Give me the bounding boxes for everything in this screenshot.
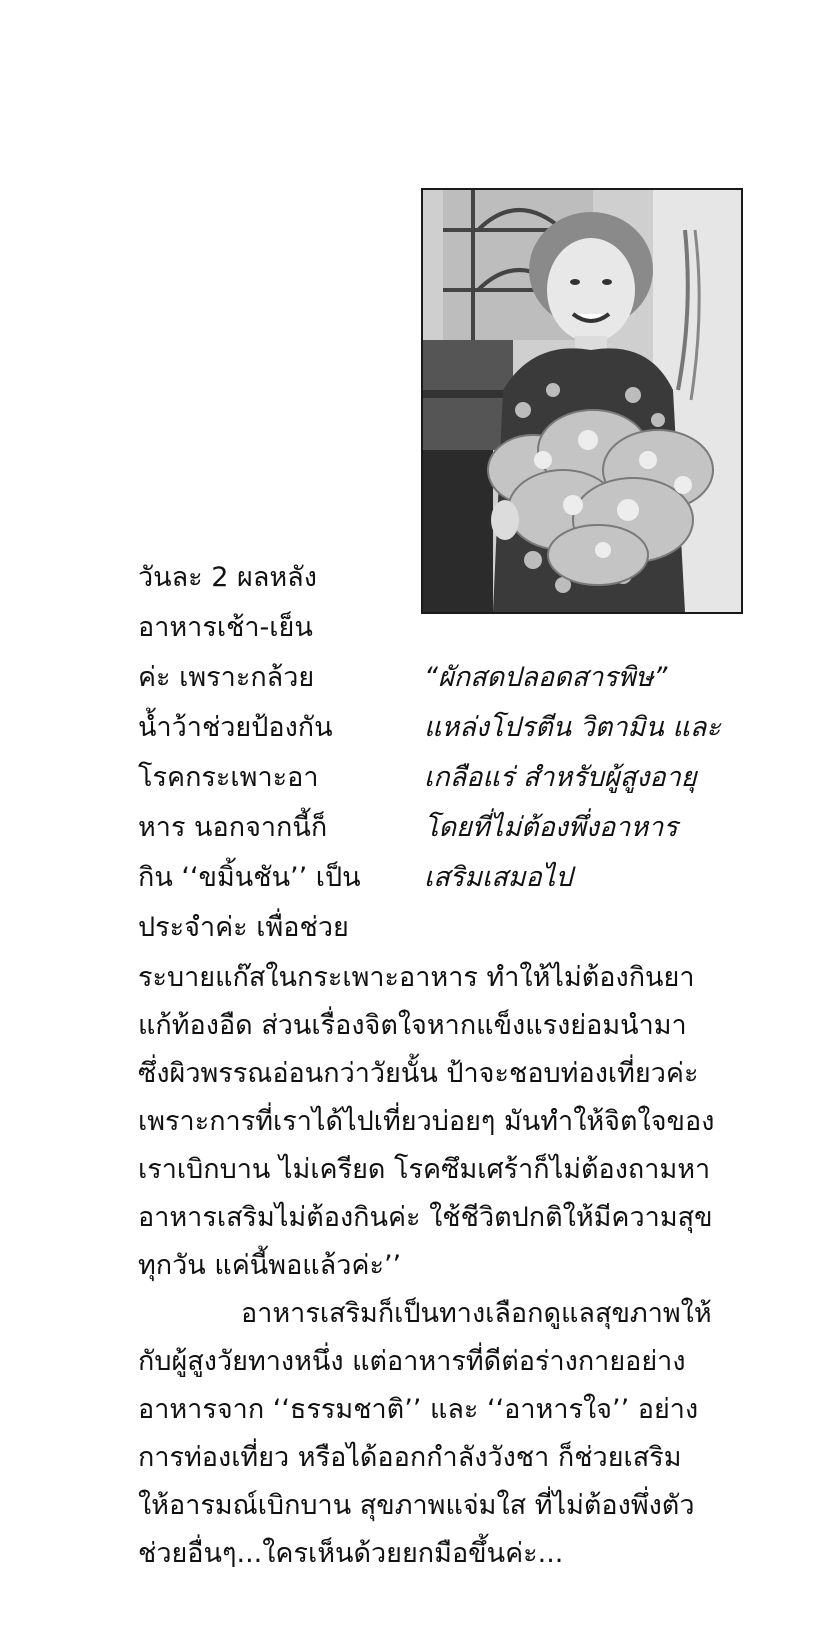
body-line: เพราะการที่เราได้ไปเที่ยวบ่อยๆ มันทำให้จิตใจของ xyxy=(138,1106,715,1137)
caption-line: โดยที่ไม่ต้องพึ่งอาหาร xyxy=(424,812,678,843)
body-line: อาหารจาก ‘‘ธรรมชาติ’’ และ ‘‘อาหารใจ’’ อย่าง xyxy=(138,1394,699,1425)
left-line: ประจำค่ะ เพื่อช่วย xyxy=(138,912,349,943)
photo-elderly-woman-with-vegetables xyxy=(421,188,743,614)
body-line: ช่วยอื่นๆ...ใครเห็นด้วยยกมือขึ้นค่ะ... xyxy=(138,1538,564,1569)
body-line: ให้อารมณ์เบิกบาน สุขภาพแจ่มใส ที่ไม่ต้องพึ่งตัว xyxy=(138,1490,695,1521)
body-line: อาหารเสริมไม่ต้องกินค่ะ ใช้ชีวิตปกติให้มีความสุข xyxy=(138,1202,713,1233)
body-line: การท่องเที่ยว หรือได้ออกกำลังวังชา ก็ช่วยเสริม xyxy=(138,1442,682,1473)
body-line: ซึ่งผิวพรรณอ่อนกว่าวัยนั้น ป้าจะชอบท่องเที่ยวค่ะ xyxy=(138,1058,699,1089)
left-line: วันละ 2 ผลหลัง xyxy=(138,562,317,593)
body-line: เราเบิกบาน ไม่เครียด โรคซึมเศร้าก็ไม่ต้องถามหา xyxy=(138,1154,711,1185)
photo-illustration xyxy=(423,190,741,612)
caption-line: แหล่งโปรตีน วิตามิน และ xyxy=(424,712,721,743)
left-line: อาหารเช้า-เย็น xyxy=(138,612,313,643)
caption-line: เสริมเสมอไป xyxy=(424,862,573,893)
body-line: แก้ท้องอืด ส่วนเรื่องจิตใจหากแข็งแรงย่อมนำมา xyxy=(138,1010,687,1041)
body-line: ทุกวัน แค่นี้พอแล้วค่ะ’’ xyxy=(138,1250,402,1281)
left-line: กิน ‘‘ขมิ้นชัน’’ เป็น xyxy=(138,862,361,893)
body-line: กับผู้สูงวัยทางหนึ่ง แต่อาหารที่ดีต่อร่างกายอย่าง xyxy=(138,1346,686,1377)
body-line: อาหารเสริมก็เป็นทางเลือกดูแลสุขภาพให้ xyxy=(138,1298,712,1329)
left-line: ค่ะ เพราะกล้วย xyxy=(138,662,315,693)
body-line: ระบายแก๊สในกระเพาะอาหาร ทำให้ไม่ต้องกินยา xyxy=(138,962,695,993)
left-line: หาร นอกจากนี้ก็ xyxy=(138,812,328,843)
left-line: น้ำว้าช่วยป้องกัน xyxy=(138,712,333,743)
caption-line: เกลือแร่ สำหรับผู้สูงอายุ xyxy=(424,762,697,793)
caption-line: “ผักสดปลอดสารพิษ” xyxy=(424,662,668,693)
left-line: โรคกระเพาะอา xyxy=(138,762,319,793)
